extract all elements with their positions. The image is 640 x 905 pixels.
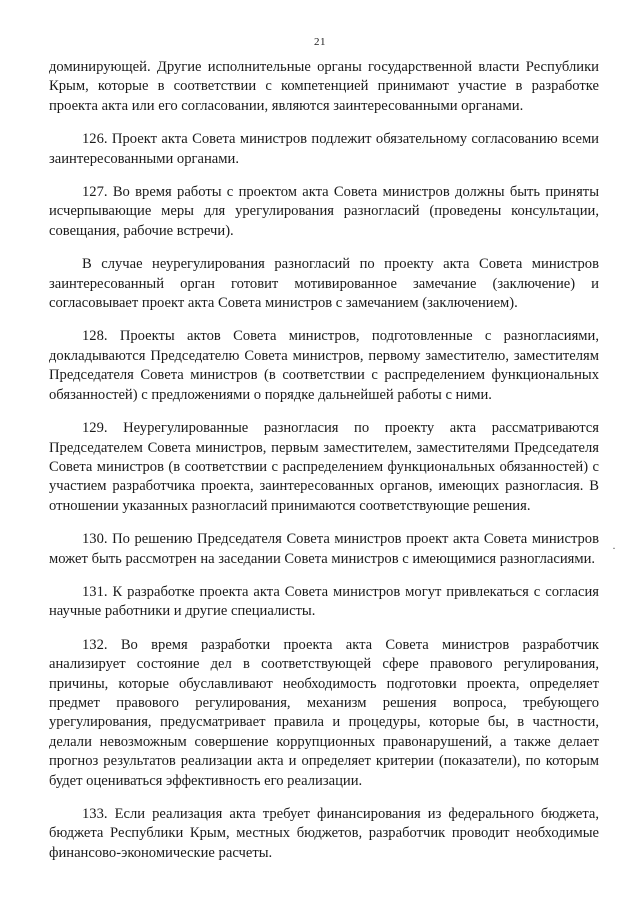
document-body bbox=[49, 58, 599, 863]
paragraph-continuation: доминирующей. Другие исполнительные органы государственной власти Республики Крым, которые в соответствии с компетенцией принимают участие в разработке проекта акта или его согласовании, являются заинтересованными органами. bbox=[49, 59, 599, 114]
paragraph-129: 129. Неурегулированные разногласия по проекту акта рассматриваются Председателем Совета министров, первым заместителем, заместителями Председателя Совета министров (в соответствии с распределением функциональных обязанностей) с участием разработчика проекта, заинтересованных органов, имеющих разногласия. В отношении указанных разногласий принимаются соответствующие решения. bbox=[49, 420, 599, 514]
paragraph-126: 126. Проект акта Совета министров подлежит обязательному согласованию всеми заинтересованными органами. bbox=[49, 131, 599, 167]
page-number: 21 bbox=[314, 36, 326, 48]
paragraph-127-continued: В случае неурегулирования разногласий по проекту акта Совета министров заинтересованный орган готовит мотивированное замечание (заключение) и согласовывает проект акта Совета министров с замечанием (заключением). bbox=[49, 256, 599, 312]
paragraph-133: 133. Если реализация акта требует финансирования из федерального бюджета, бюджета Республики Крым, местных бюджетов, разработчик проводит необходимые финансово-экономические расчеты. bbox=[49, 806, 599, 861]
paragraph-128: 128. Проекты актов Совета министров, подготовленные с разногласиями, докладываются Председателю Совета министров, первому заместителю, заместителям Председателя Совета министров (в соответствии с распределением функциональных обязанностей) с предложениями о порядке дальнейшей работы с ними. bbox=[49, 328, 599, 403]
paragraph-127: 127. Во время работы с проектом акта Совета министров должны быть приняты исчерпывающие меры для урегулирования разногласий (проведены консультации, совещания, рабочие встречи). bbox=[49, 184, 599, 239]
paragraph-132: 132. Во время разработки проекта акта Совета министров разработчик анализирует состояние дел в соответствующей сфере правового регулирования, причины, которые обуславливают необходимость подготовки проекта, определяет предмет правового регулирования, механизм решения вопроса, требующего урегулирования, предусматривает правила и процедуры, которые бы, в частности, делали невозможным совершение коррупционных правонарушений, а также делает прогноз результатов реализации акта и определяет критерии (показатели), по которым будет оцениваться эффективность его реализации. bbox=[49, 636, 599, 789]
margin-mark: · bbox=[612, 541, 616, 555]
paragraph-130: 130. По решению Председателя Совета министров проект акта Совета министров может быть рассмотрен на заседании Совета министров с имеющимися разногласиями. bbox=[49, 531, 599, 567]
paragraph-131: 131. К разработке проекта акта Совета министров могут привлекаться с согласия научные работники и другие специалисты. bbox=[49, 583, 599, 620]
